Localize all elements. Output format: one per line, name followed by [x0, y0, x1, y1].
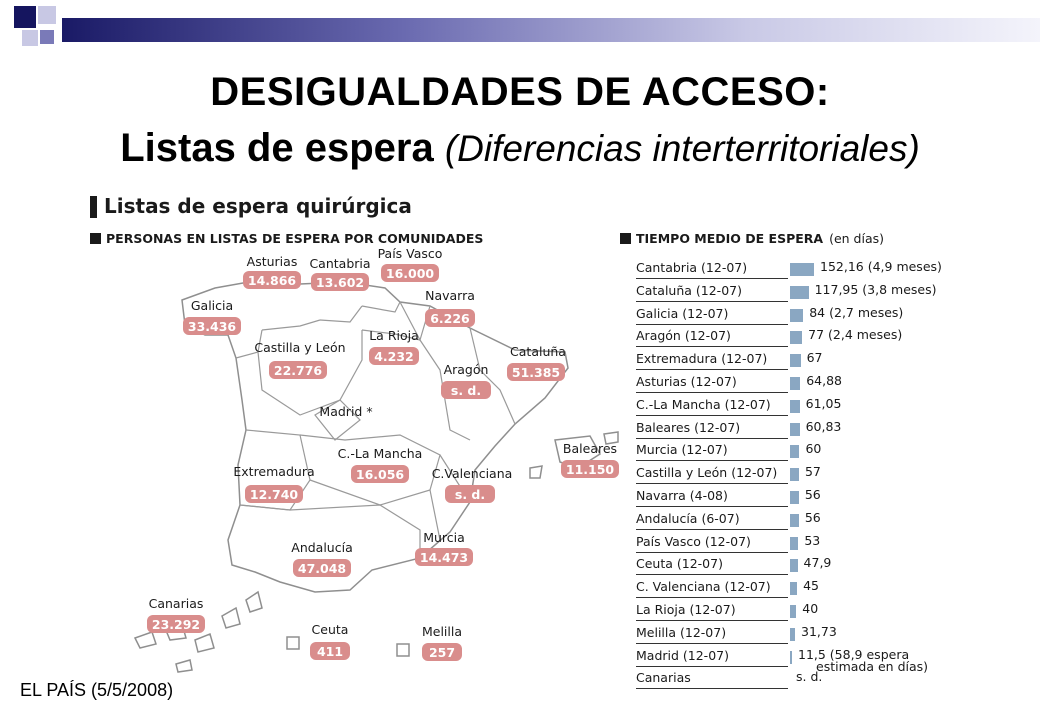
ceuta-marker: [287, 637, 299, 649]
bar: [790, 377, 800, 390]
category-label: Cantabria (12-07): [636, 255, 788, 279]
value-label-c-valenciana: s. d.: [454, 487, 486, 502]
value-label-navarra: 6.226: [430, 311, 470, 326]
category-label: Aragón (12-07): [636, 323, 788, 347]
category-label: Baleares (12-07): [636, 415, 788, 439]
region-label-aragon: Aragón: [443, 362, 489, 377]
bar: [790, 559, 798, 572]
data-label: 117,95 (3,8 meses): [814, 281, 937, 297]
bar: [790, 514, 799, 527]
deco-square-2: [38, 6, 56, 24]
region-label-castilla-y-leon: Castilla y León: [254, 340, 346, 355]
category-label: Ceuta (12-07): [636, 551, 788, 575]
region-label-melilla: Melilla: [421, 624, 463, 639]
category-label: Galicia (12-07): [636, 301, 788, 325]
category-label: Navarra (4-08): [636, 483, 788, 507]
data-label: 56: [804, 509, 821, 525]
value-label-extremadura: 12.740: [249, 487, 299, 502]
heading-square-icon: [620, 233, 631, 244]
data-label: 11,5 (58,9 espera: [798, 646, 910, 662]
data-label: s. d.: [796, 669, 823, 685]
table-unit: (en días): [829, 231, 885, 246]
category-label: Andalucía (6-07): [636, 506, 788, 530]
canary-5: [246, 592, 262, 612]
region-label-pais-vasco: País Vasco: [377, 246, 443, 261]
value-label-cantabria: 13.602: [315, 275, 365, 290]
data-label: 40: [802, 601, 819, 616]
header-gradient-bar: [62, 18, 1040, 42]
slide-subtitle: [0, 126, 1040, 171]
category-label: Canarias: [636, 665, 788, 689]
category-label: Melilla (12-07): [636, 620, 788, 644]
data-label: 45: [803, 578, 819, 594]
graphic-title-marker: [90, 196, 97, 218]
data-label: 67: [806, 350, 823, 366]
slide-title: DESIGUALDADES DE ACCESO:: [210, 70, 830, 114]
bar: [790, 286, 809, 299]
data-label: 53: [804, 532, 821, 548]
canary-3: [195, 634, 214, 652]
region-label-galicia: Galicia: [190, 298, 234, 313]
bar: [790, 605, 796, 618]
data-label: 47,9: [803, 555, 832, 571]
region-label-cataluna: Cataluña: [510, 344, 566, 359]
data-label: 60: [805, 441, 822, 457]
ibiza: [530, 466, 542, 478]
region-label-ceuta: Ceuta: [311, 622, 349, 637]
melilla-marker: [397, 644, 409, 656]
deco-square-3: [22, 30, 38, 46]
category-label: La Rioja (12-07): [636, 597, 788, 621]
value-label-canarias: 23.292: [151, 617, 201, 632]
value-label-ceuta: 411: [316, 644, 344, 659]
canary-1: [135, 632, 156, 648]
category-label: Madrid (12-07): [636, 643, 788, 667]
value-label-pais-vasco: 16.000: [385, 266, 435, 281]
data-label: 61,05: [805, 395, 842, 411]
value-label-castilla-y-leon: 22.776: [273, 363, 323, 378]
region-label-c-valenciana: C.Valenciana: [431, 466, 513, 481]
bar: [790, 491, 799, 504]
bar: [790, 628, 795, 641]
value-label-baleares: 11.150: [565, 462, 615, 477]
region-label-navarra: Navarra: [425, 288, 475, 303]
data-label: 57: [804, 464, 821, 480]
table-heading: [620, 231, 884, 246]
subtitle-main: Listas de espera: [120, 126, 434, 170]
spain-map: [0, 240, 620, 680]
bar: [790, 354, 801, 367]
value-label-melilla: 257: [428, 645, 456, 660]
category-label: País Vasco (12-07): [636, 529, 788, 553]
region-label-cantabria: Cantabria: [309, 256, 371, 271]
bar: [790, 445, 799, 458]
bar: [790, 309, 803, 322]
data-label: 56: [804, 487, 821, 502]
data-label: 84 (2,7 meses): [809, 304, 904, 320]
region-label-madrid: Madrid *: [319, 404, 373, 419]
data-label: 64,88: [806, 373, 843, 388]
data-label: 60,83: [805, 418, 842, 434]
value-label-c-la-mancha: 16.056: [355, 467, 405, 482]
bar: [790, 400, 800, 413]
bar: [790, 263, 814, 276]
category-label: C.-La Mancha (12-07): [636, 392, 788, 416]
value-label-cataluna: 51.385: [511, 365, 561, 380]
value-label-la-rioja: 4.232: [374, 349, 414, 364]
data-label: 152,16 (4,9 meses): [820, 259, 942, 274]
category-label: Extremadura (12-07): [636, 346, 788, 370]
graphic-title: Listas de espera quirúrgica: [104, 194, 412, 218]
value-label-aragon: s. d.: [450, 383, 482, 398]
table-heading-text: TIEMPO MEDIO DE ESPERA: [636, 231, 824, 246]
category-label: Castilla y León (12-07): [636, 460, 788, 484]
category-label: Murcia (12-07): [636, 437, 788, 461]
bar: [790, 537, 798, 550]
data-label: 31,73: [801, 623, 837, 639]
region-label-la-rioja: La Rioja: [369, 328, 419, 343]
bar: [790, 423, 800, 436]
region-label-asturias: Asturias: [246, 254, 298, 269]
category-label: Asturias (12-07): [636, 369, 788, 393]
region-label-baleares: Baleares: [562, 441, 618, 456]
canary-4: [222, 608, 240, 628]
value-label-galicia: 33.436: [187, 319, 237, 334]
deco-square-4: [40, 30, 54, 44]
value-label-asturias: 14.866: [247, 273, 297, 288]
value-label-andalucia: 47.048: [297, 561, 347, 576]
region-label-andalucia: Andalucía: [291, 540, 353, 555]
data-label-line2: estimada en días): [816, 658, 929, 674]
deco-square-1: [14, 6, 36, 28]
category-label: C. Valenciana (12-07): [636, 574, 788, 598]
subtitle-italic: (Diferencias interterritoriales): [444, 128, 920, 169]
bar: [790, 331, 802, 344]
region-label-murcia: Murcia: [423, 530, 465, 545]
region-label-extremadura: Extremadura: [233, 464, 315, 479]
region-label-canarias: Canarias: [148, 596, 204, 611]
bar: [790, 651, 792, 664]
bar: [790, 468, 799, 481]
source-caption: EL PAÍS (5/5/2008): [20, 680, 174, 700]
region-label-c-la-mancha: C.-La Mancha: [337, 446, 423, 461]
value-label-murcia: 14.473: [419, 550, 469, 565]
data-label: 77 (2,4 meses): [808, 327, 903, 343]
category-label: Cataluña (12-07): [636, 278, 788, 302]
map-heading-text: PERSONAS EN LISTAS DE ESPERA POR COMUNIDADES: [106, 231, 484, 246]
canary-6: [176, 660, 192, 672]
bar: [790, 582, 797, 595]
